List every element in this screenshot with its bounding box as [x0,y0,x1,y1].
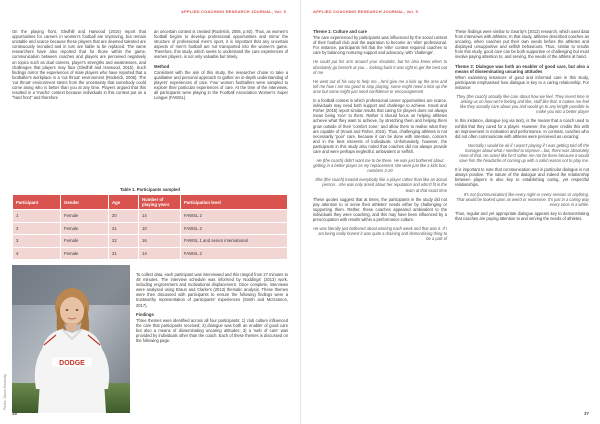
method-paragraph: Consistent with the aim of this study, the researcher chose to take a qualitative and personal approach to gather an in-depth understanding of players' experiences of care. Four women footballers were sampled to explore their particular experiences of care. At the time of the interviews, all participants were playing in the Football Association Women's Super League (FAWSL). [154,69,288,101]
intro-paragraph: On the playing front, Gledhill and Harwood (2015) report that opportunities for careers in women's football are improving, but remain unstable and scarce because these players that are deemed talented are continuously recruited and in turn are liable to be replaced. The same researchers have also reported that for those within the game, communication between coaches and players are perceived negatively on topics such as dual careers, player's strengths and weaknesses, and challenges that players may face (Gledhill and Harwood, 2015). Such findings mirror the experiences of male players who have reported that a footballer's workplace is a 'cut throat' environment (Roderick, 2006). The 'cut throat' environment stems from the uncertainty that somebody could come along who is better than you at any time. Players argued that this resulted in a 'macho' context because individuals in this context put on a "hard front" and therefore [12,29,146,101]
data-collection-paragraph: To collect data, each participant was interviewed and this ranged from 27 minutes to 48 minutes. The interview schedule was informed by Noddings' (2013) work, including engrossment and motivational displacement. Once complete, interviews were analysed using Braun and Clarke's (2013) thematic analysis. These themes were then discussed with participants to ensure the following findings were a trustworthy representation of participants' experiences (Smith and McGannon, 2017). [136,272,289,308]
table-header-row [13,195,288,210]
cell-age: 21 [109,222,139,235]
cell-participant: 2 [13,222,61,235]
quote-7: Normally I would be ok if I wasn't playing if I was getting told off the manager about what I needed to improve…but, there was absolutely none of that. He acted like he'd rather me not be there because it would save him the headache of coming up with a valid reason not to play me. [459,142,589,164]
running-head-right: APPLIED COACHING RESEARCH JOURNAL, Vol. 5 [313,9,419,14]
cell-level: FAWSL 2 [181,222,288,235]
quote-8: It's not (communication) like every night or every session or anything. That would be looked upon as weird or excessive. It's just in a caring way every once in a while. [456,191,589,207]
gearity-paragraph: These findings were similar to Gearity's (2012) research, which used data from interviews with athletes. In that study, athletes described coaches as uncaring, when coaches put their own needs before the athletes and displayed unsupportive and selfish behaviours. Thus, similar to results from this study, good care can be both supportive or challenging but must involve paying attention to, and serving, the needs of the athlete at hand. [455,29,589,60]
table-row [13,247,288,260]
participants-table [12,194,288,260]
quote-4: She (the coach) treated everybody like a player rather than like an actual person…she was only arsed about her reputation and who'd fit in the team at that exact time [315,177,447,193]
quote-3: He (the coach) didn't want me to be there. He was just bothered about getting in a better player as my replacement. We were just like a kids box, numbers 3-20 [313,158,447,174]
page-number-left: 36 [12,411,18,416]
header-gender: Gender [61,195,109,210]
right-column-1 [313,29,447,245]
findings-paragraph: Three themes were identified across all four participants: 1) club culture influenced the care that participants received; 2) dialogue was both an enabler of good care but also a means of disseminating uncaring attitudes; 3) a 'web of care' was provided by individuals other than the coach. Each of these themes is discussed on the following page. [136,317,288,344]
cell-age: 20 [109,210,139,223]
cell-participant: 3 [13,235,61,248]
shirt-sponsor-text: DODGE [59,360,85,367]
header-participation-level: Participation level [181,195,288,210]
left-column-2 [154,29,288,104]
quote-6: They (the coach) actually like care about how we feel. They invest time in asking us on how we're feeling and like, stuff like that. It makes me feel like they actually care about you and would go to any length possible to make you into a better player [456,94,589,115]
table-row [13,235,288,248]
table-row [13,210,288,223]
cell-years: 10 [139,222,181,235]
cell-years: 14 [139,247,181,260]
header-playing-years: Number of playing years [139,195,181,210]
theme1-paragraph: The care experienced by participants was influenced by the social context of their football club and the aspiration to become an 'elite' professional. For instance, participants felt that the 'elite' context required coaches to care by balancing nurturing support and advocacy, with 'challenge'. [313,35,447,56]
right-column-2 [455,29,589,225]
left-column-2b [136,272,288,347]
quote-2: He went out of his way to help me…he'd give me a kick up the arse and tell me how I am too good to stop playing, some might need a kick up the arse but some might just need confidence or encouragement [313,78,447,94]
quote-1: He could put his arm around your shoulder, but he also knew when to absolutely go berserk at you… looking back it was right to get the best out of me [313,59,447,75]
cell-participant: 4 [13,247,61,260]
conclusion-paragraph: Thus, regular and yet appropriate dialogue appears key to demonstrating that coaches are paying attention to and serving the needs of athletes. [455,210,589,221]
cell-gender: Female [61,210,109,223]
context-paragraph: an uncertain context is created (Roderick, 2006, p.92). Thus, as women's football begins to develop professional opportunities and mirror the structure of professional men's sport, it is important that any uncertain aspects of men's football are not transported into the women's game. Therefore, this study, which seeks to understand the care experiences of women players, is not only valuable but timely. [154,29,288,60]
cell-participant: 1 [13,210,61,223]
photo-credit-text: Photo: Gavin Kennedy [3,374,7,410]
cell-level: FAWSL 1 and senior international [181,235,288,248]
dialogue-paragraph: In this instance, dialogue (eg via text), is the means that a coach used to exhibit that they cared for a player. However, the player credits this with an improvement in motivation and performance. In contrast, coaches who did not often communicate with athletes were perceived as uncaring: [455,118,589,139]
right-page [300,0,600,424]
footballer-illustration [12,265,130,413]
ambivalence-paragraph: These quotes suggest that at times, the participants in the study did not pay attention to or serve their athletes' needs either by challenging or supporting them. Rather, these coaches appeared ambivalent to the individuals they were coaching, and this may have been influenced by a preoccupation with results within a performance culture. [313,196,447,222]
cell-gender: Female [61,235,109,248]
theme2-heading: Theme 2: Dialogue was both an enabler of good care, but also a means of disseminating uncaring attitudes [455,63,589,74]
cell-gender: Female [61,222,109,235]
quote-5: He was literally just bothered about winning each week and that was it. If I am being really honest it was quite a draining and demoralising thing to be a part of [313,226,447,242]
cell-level: FAWSL 2 [181,247,288,260]
method-heading: Method [154,63,170,69]
cell-age: 21 [109,247,139,260]
cell-gender: Female [61,247,109,260]
header-age: Age [109,195,139,210]
left-column-1 [12,29,146,104]
photo-credit [2,340,10,410]
cell-years: 14 [139,210,181,223]
table-row [13,222,288,235]
communication-paragraph: It is important to note that communication and in particular dialogue is not always positive. The nature of the dialogue and indeed the relationship between players is also key to establishing caring, yet respectful relationships. [455,167,589,188]
cell-level: FAWSL 2 [181,210,288,223]
cell-age: 22 [109,235,139,248]
table-title: Table 1. Participants sampled [119,187,181,192]
cell-years: 16 [139,235,181,248]
page-number-right: 37 [583,411,589,416]
findings-heading: Findings [136,311,154,317]
header-participant: Participant [13,195,61,210]
theme2-paragraph: When examining instances of good and informed care in this study, participants emphasised how dialogue is key to a caring relationship. For instance: [455,74,589,90]
culture-paragraph: In a football context in which professional career opportunities are scarce, individuals may need both support and challenge to achieve. Knust and Fisher (2015) report similar results that caring for players does not always mean being 'nice' to them. Rather it should focus on helping athletes achieve what they want to achieve, by stretching them and helping them grow outside of their 'comfort zone,' and allow them to realise what they are capable of (Knust and Fisher, 2015). Thus, challenging athletes is not necessarily 'poor' care, because it can be done with intention, concern and in the best interests of individuals. Unfortunately, however, the participants in this study also noted that coaches did not always provide care and were perhaps neglectful, ambivalent or selfish. [313,98,447,154]
running-head-left: APPLIED COACHING RESEARCH JOURNAL, Vol. 5 [180,9,286,14]
footballer-photo [12,265,130,413]
theme1-heading: Theme 1: Culture and care [313,29,367,34]
